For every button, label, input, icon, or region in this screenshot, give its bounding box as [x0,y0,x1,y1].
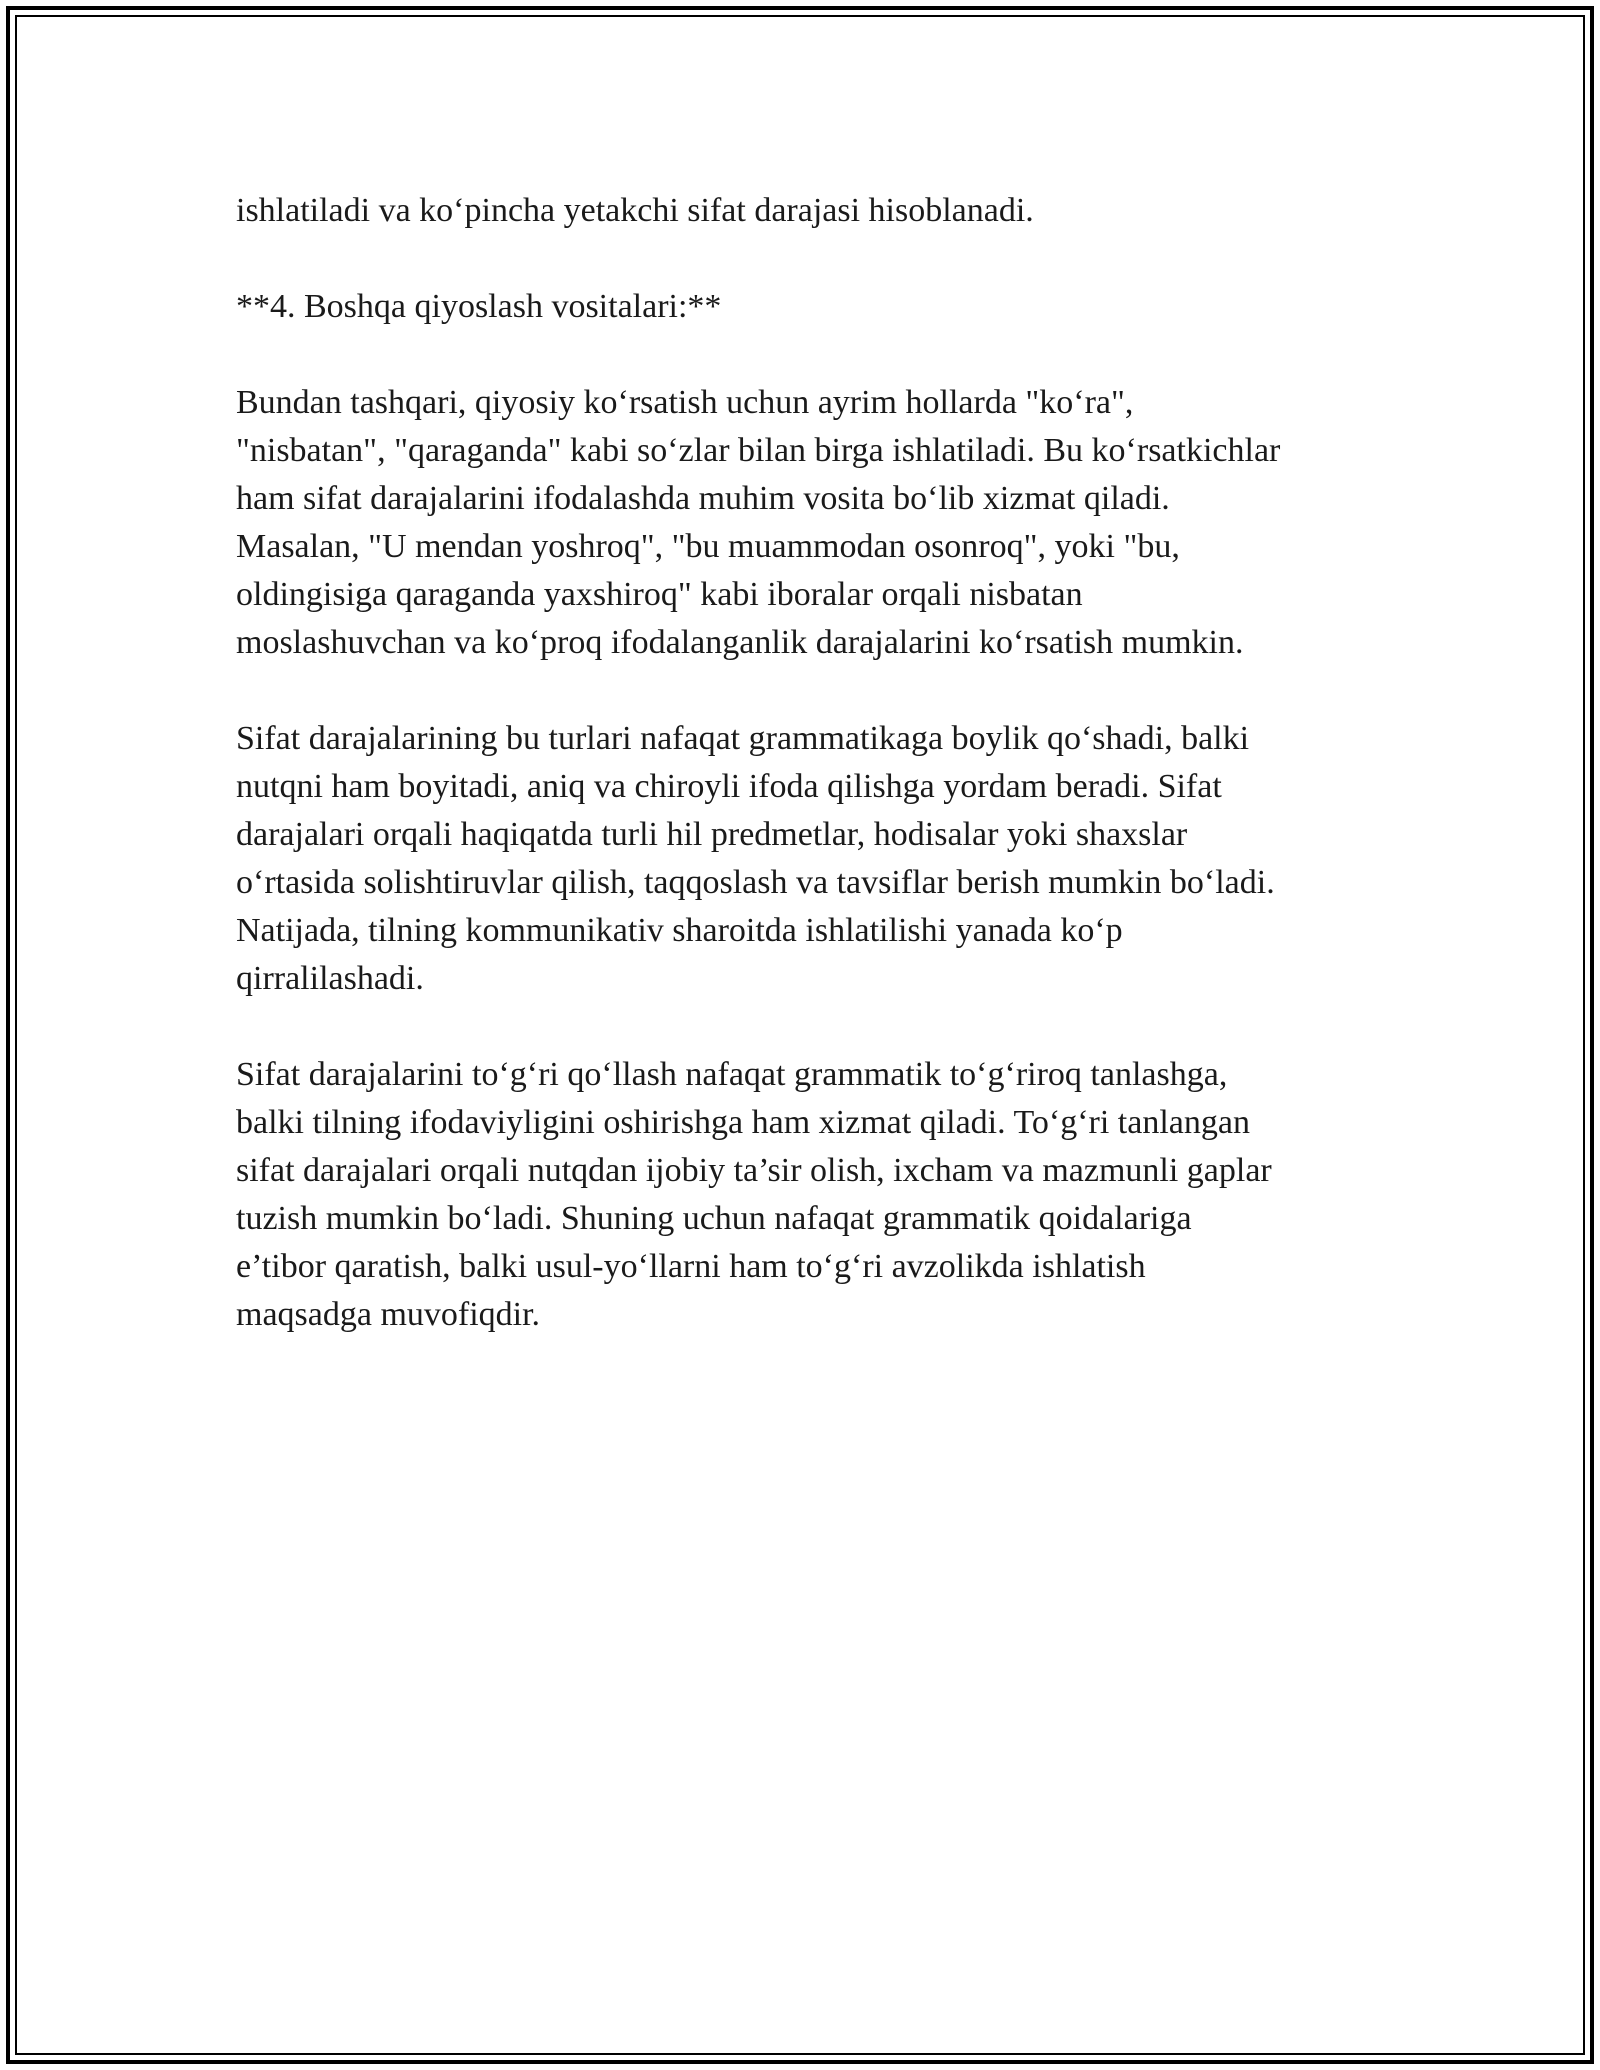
text-line: balki tilning ifodaviyligini oshirishga ham xizmat qiladi. To‘g‘ri tanlangan [236,1104,1250,1141]
text-line: oldingisiga qaraganda yaxshiroq" kabi iboralar orqali nisbatan [236,576,1083,613]
text-line: ishlatiladi va ko‘pincha yetakchi sifat darajasi hisoblanadi. [236,192,1034,229]
text-line: Sifat darajalarining bu turlari nafaqat grammatikaga boylik qo‘shadi, balki [236,720,1250,757]
text-line: moslashuvchan va ko‘proq ifodalanganlik darajalarini ko‘rsatish mumkin. [236,624,1244,661]
text-line: sifat darajalari orqali nutqdan ijobiy ta’sir olish, ixcham va mazmunli gaplar [236,1152,1272,1189]
text-line: Natijada, tilning kommunikativ sharoitda ishlatilishi yanada ko‘p [236,912,1123,949]
text-line: qirralilashadi. [236,960,424,997]
paragraph-correct-usage [236,1051,1376,1339]
text-line: tuzish mumkin bo‘ladi. Shuning uchun nafaqat grammatik qoidalariga [236,1200,1192,1237]
text-line: e’tibor qaratish, balki usul-yo‘llarni ham to‘g‘ri avzolikda ishlatish [236,1248,1146,1285]
text-line: "nisbatan", "qaraganda" kabi so‘zlar bilan birga ishlatiladi. Bu ko‘rsatkichlar [236,432,1281,469]
heading-line: **4. Boshqa qiyoslash vositalari:** [236,288,722,325]
text-line: maqsadga muvofiqdir. [236,1296,541,1333]
paragraph-other-means [236,379,1376,667]
section-heading [236,283,1376,331]
paragraph-degree-types [236,715,1376,1003]
paragraph-continuation [236,187,1376,235]
document-body [236,187,1376,1387]
text-line: darajalari orqali haqiqatda turli hil predmetlar, hodisalar yoki shaxslar [236,816,1188,853]
text-line: Bundan tashqari, qiyosiy ko‘rsatish uchun ayrim hollarda "ko‘ra", [236,384,1134,421]
text-line: o‘rtasida solishtiruvlar qilish, taqqoslash va tavsiflar berish mumkin bo‘ladi. [236,864,1275,901]
text-line: nutqni ham boyitadi, aniq va chiroyli ifoda qilishga yordam beradi. Sifat [236,768,1222,805]
text-line: Masalan, "U mendan yoshroq", "bu muammodan osonroq", yoki "bu, [236,528,1180,565]
text-line: Sifat darajalarini to‘g‘ri qo‘llash nafaqat grammatik to‘g‘riroq tanlashga, [236,1056,1228,1093]
text-line: ham sifat darajalarini ifodalashda muhim vosita bo‘lib xizmat qiladi. [236,480,1170,517]
